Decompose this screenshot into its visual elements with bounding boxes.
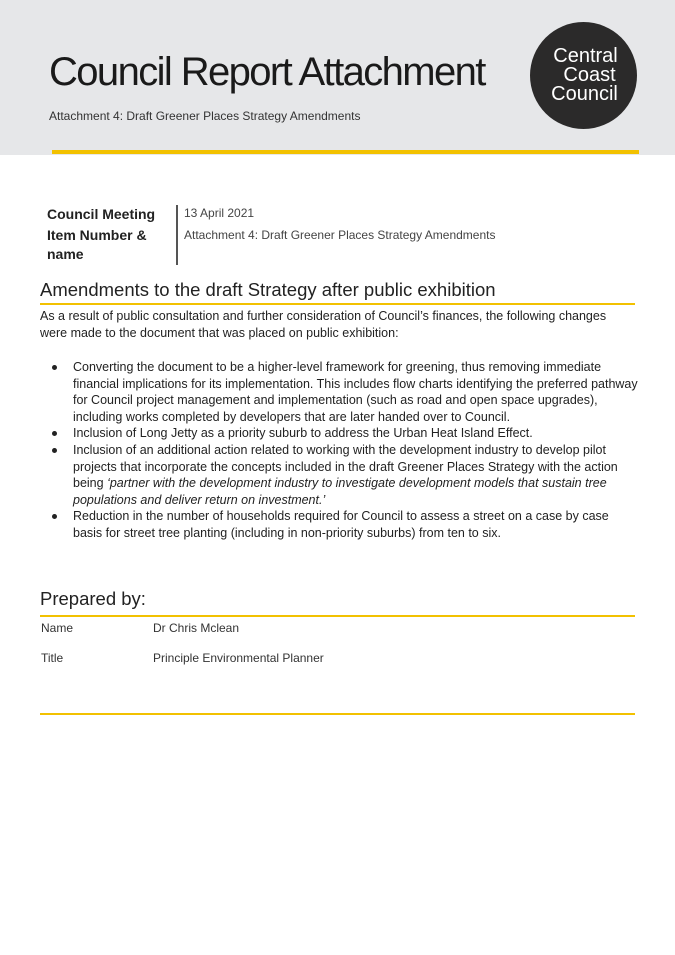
name-label: Name: [41, 621, 74, 635]
amendments-rule: [40, 303, 635, 305]
meeting-label: Council Meeting: [47, 206, 156, 222]
amendments-list: [40, 359, 640, 542]
list-item-text: Inclusion of Long Jetty as a priority suburb to address the Urban Heat Island Effect.: [73, 426, 533, 441]
prepared-heading: Prepared by:: [40, 588, 146, 609]
amendments-heading: Amendments to the draft Strategy after public exhibition: [40, 279, 496, 300]
footer-rule: [40, 713, 635, 715]
header-accent-rule: [52, 150, 639, 154]
list-item-text: Converting the document to be a higher-level framework for greening, thus removing immediate financial implications for its implementation. This includes flow charts identifying the preferred pathway for Council project management and implementation (such as road and open space upgrades), including works completed by developers that are later handed over to Council.: [73, 360, 638, 424]
logo-line-2: Coast: [563, 64, 616, 86]
meta-divider: [176, 205, 178, 265]
report-subtitle: Attachment 4: Draft Greener Places Strategy Amendments: [49, 109, 361, 123]
council-logo: [530, 22, 637, 129]
report-header: [0, 0, 675, 155]
title-value: Principle Environmental Planner: [153, 651, 324, 665]
report-title: Council Report Attachment: [49, 50, 485, 94]
prepared-rule: [40, 615, 635, 617]
bullet-icon: [52, 431, 57, 436]
list-item-text: Reduction in the number of households required for Council to assess a street on a case by case basis for street tree planting (including in non-priority suburbs) from ten to six.: [73, 509, 609, 540]
amendments-intro: As a result of public consultation and further consideration of Council’s finances, the following changes were made to the document that was placed on public exhibition:: [40, 309, 607, 340]
logo-line-3: Council: [551, 83, 618, 105]
list-item-text: Inclusion of an additional action related to working with the development industry to develop pilot projects that incorporate the concepts included in the draft Greener Places Strategy with the action being: [73, 442, 618, 491]
item-label-line-1: Item Number &: [47, 227, 147, 243]
logo-line-1: Central: [553, 45, 618, 67]
list-item: [40, 359, 640, 425]
list-item: [40, 442, 640, 508]
bullet-icon: [52, 514, 57, 519]
list-item: [40, 508, 640, 541]
bullet-icon: [52, 365, 57, 370]
list-item: [40, 425, 640, 442]
name-value: Dr Chris Mclean: [153, 621, 240, 635]
list-item-quote: ‘partner with the development industry to investigate development models that sustain tree populations and deliver return on investment.’: [73, 476, 607, 507]
bullet-icon: [52, 448, 57, 453]
item-label-line-2: name: [47, 246, 84, 262]
title-label: Title: [41, 651, 64, 665]
item-value: Attachment 4: Draft Greener Places Strategy Amendments: [184, 228, 496, 242]
meeting-date: 13 April 2021: [184, 206, 255, 220]
